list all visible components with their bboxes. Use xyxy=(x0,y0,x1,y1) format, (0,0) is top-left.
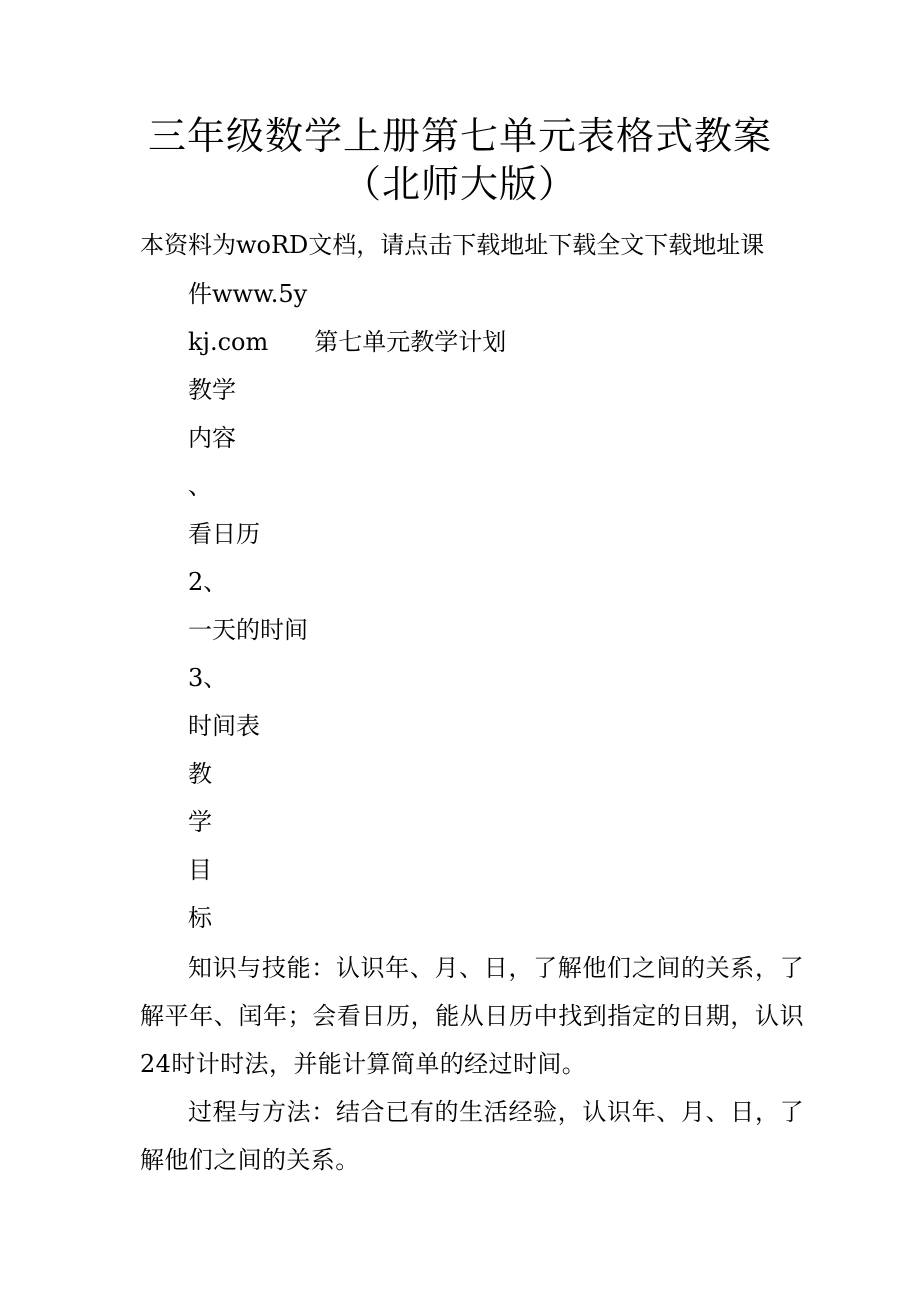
text-line: 3、 xyxy=(188,664,228,692)
section-heading: 第七单元教学计划 xyxy=(314,328,507,356)
intro-line: 本资料为woRD文档，请点击下载地址下载全文下载地址课 xyxy=(140,231,765,259)
text-line: 目 xyxy=(188,856,212,884)
text-line: 时间表 xyxy=(188,712,260,740)
text-line: 教 xyxy=(188,760,212,788)
paragraph-process-methods: 过程与方法：结合已有的生活经验，认识年、月、日，了解他们之间的关系。 xyxy=(140,1098,804,1174)
paragraph-knowledge-skills: 知识与技能：认识年、月、日，了解他们之间的关系，了解平年、闰年；会看日历，能从日历中找到指定的日期，认识24时计时法，并能计算简单的经过时间。 xyxy=(140,954,804,1078)
text-line: 内容 xyxy=(188,424,236,452)
text-line: 教学 xyxy=(188,376,236,404)
text-line: 标 xyxy=(188,904,212,932)
document-title: 三年级数学上册第七单元表格式教案 xyxy=(147,114,772,158)
text-line: 学 xyxy=(188,808,212,836)
text-line: 2、 xyxy=(188,568,228,596)
text-line: 件www.5y xyxy=(188,280,308,308)
text-line xyxy=(188,327,506,357)
text-line: 、 xyxy=(188,472,212,500)
text-line: 一天的时间 xyxy=(188,616,308,644)
document-subtitle: （北师大版） xyxy=(342,162,577,206)
text-line: 看日历 xyxy=(188,520,260,548)
website-text: kj.com xyxy=(188,328,269,356)
